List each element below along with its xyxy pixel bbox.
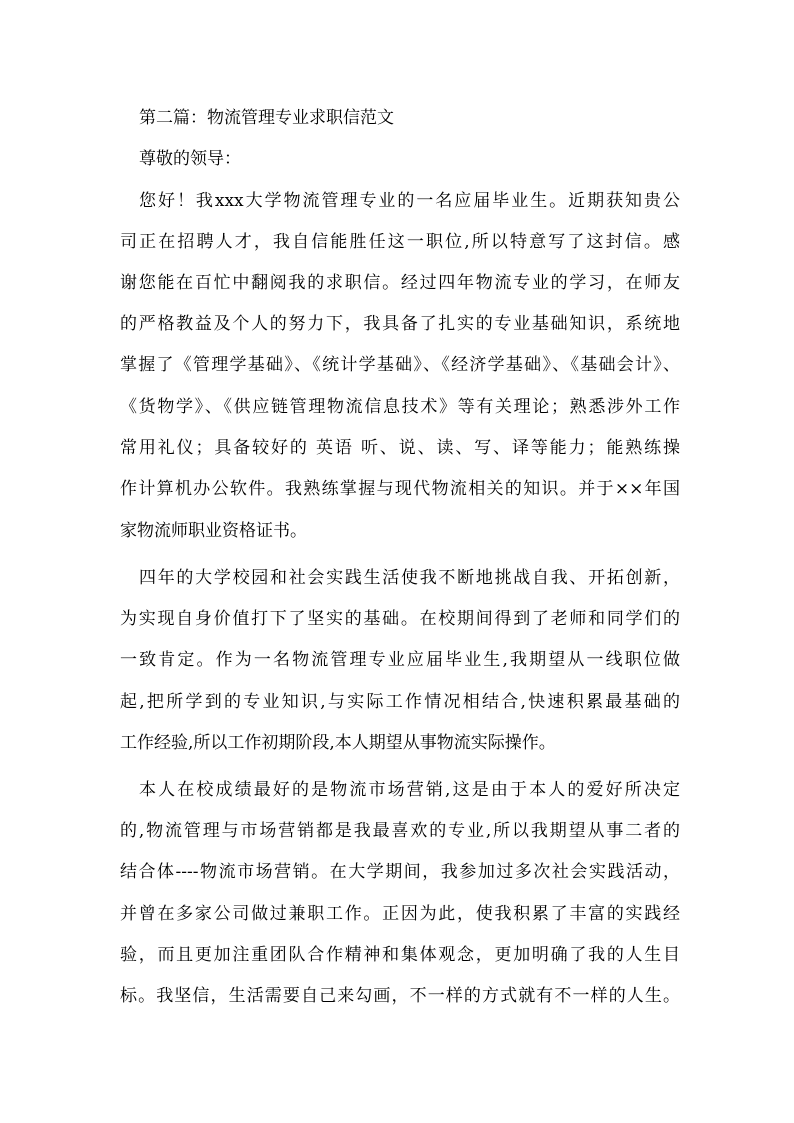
paragraph-line: 您好！我xxx大学物流管理专业的一名应届毕业生。近期获知贵公 — [139, 191, 680, 211]
paragraph-line: 掌握了《管理学基础》、《统计学基础》、《经济学基础》、《基础会计》、 — [120, 355, 680, 375]
paragraph-line: 的严格教益及个人的努力下，我具备了扎实的专业基础知识，系统地 — [120, 314, 680, 334]
paragraph-line: 家物流师职业资格证书。 — [120, 521, 307, 541]
paragraph-line: 的,物流管理与市场营销都是我最喜欢的专业,所以我期望从事二者的 — [120, 821, 680, 841]
paragraph-line: 验，而且更加注重团队合作精神和集体观念，更加明确了我的人生目 — [120, 945, 680, 965]
paragraph-line: 并曾在多家公司做过兼职工作。正因为此，使我积累了丰富的实践经 — [120, 904, 680, 924]
salutation: 尊敬的领导： — [139, 149, 241, 169]
paragraph-line: 为实现自身价值打下了坚实的基础。在校期间得到了老师和同学们的 — [120, 609, 680, 629]
paragraph-line: 作计算机办公软件。我熟练掌握与现代物流相关的知识。并于××年国 — [120, 479, 680, 499]
paragraph-line: 《货物学》、《供应链管理物流信息技术》等有关理论；熟悉涉外工作 — [120, 397, 680, 417]
paragraph-line: 四年的大学校园和社会实践生活使我不断地挑战自我、开拓创新， — [139, 568, 680, 588]
paragraph-line: 起,把所学到的专业知识,与实际工作情况相结合,快速积累最基础的 — [120, 692, 680, 712]
paragraph-line: 常用礼仪；具备较好的 英语 听、说、读、写、译等能力；能熟练操 — [120, 438, 680, 458]
paragraph-line: 司正在招聘人才，我自信能胜任这一职位,所以特意写了这封信。感 — [120, 232, 680, 252]
document-title: 第二篇：物流管理专业求职信范文 — [139, 108, 394, 128]
paragraph-line: 结合体----物流市场营销。在大学期间，我参加过多次社会实践活动， — [120, 862, 680, 882]
paragraph-line: 标。我坚信，生活需要自己来勾画，不一样的方式就有不一样的人生。 — [120, 986, 680, 1006]
paragraph-line: 谢您能在百忙中翻阅我的求职信。经过四年物流专业的学习，在师友 — [120, 273, 680, 293]
paragraph-line: 工作经验,所以工作初期阶段,本人期望从事物流实际操作。 — [120, 733, 556, 753]
paragraph-line: 一致肯定。作为一名物流管理专业应届毕业生,我期望从一线职位做 — [120, 650, 680, 670]
paragraph-line: 本人在校成绩最好的是物流市场营销,这是由于本人的爱好所决定 — [139, 780, 680, 800]
